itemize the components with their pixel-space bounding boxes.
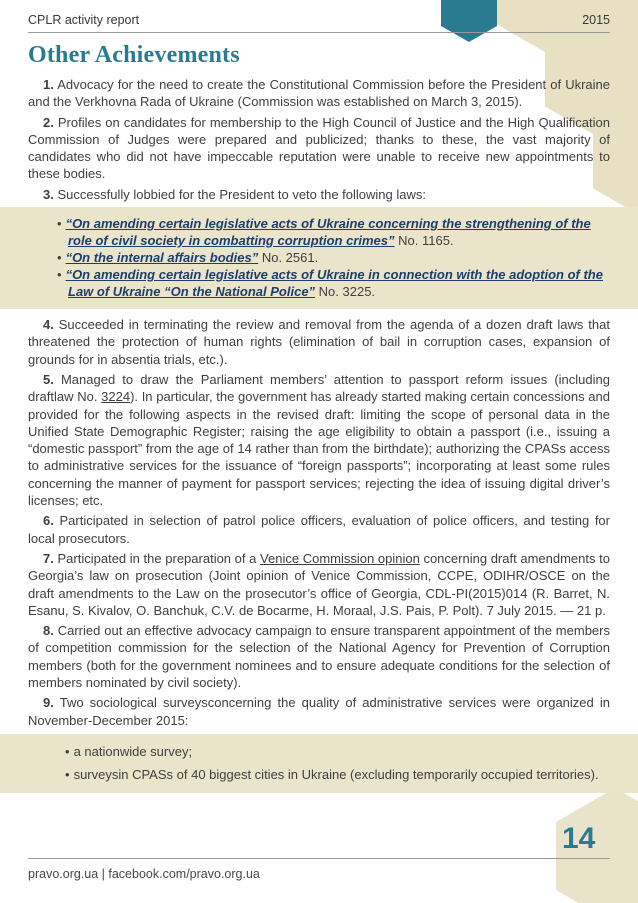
surveys-block xyxy=(0,734,638,793)
paragraph-number: 7. xyxy=(43,550,54,566)
paragraph-2 xyxy=(28,114,610,183)
law-number: No. 1165. xyxy=(398,233,454,249)
law-title-link[interactable]: “On the internal affairs bodies” xyxy=(65,250,259,266)
paragraph-number: 2. xyxy=(43,114,54,130)
paragraph-text: Succeeded in terminating the review and removal from the agenda of a dozen draft laws that threatened the protection of human rights (elimination of bail in corruption cases, expansion of grounds for in absentia trials, etc.). xyxy=(28,317,610,367)
paragraph-6 xyxy=(28,512,610,547)
paragraph-text: Successfully lobbied for the President to veto the following laws: xyxy=(57,186,427,202)
header-report-title: CPLR activity report xyxy=(28,13,140,27)
footer-links-text: pravo.org.ua | facebook.com/pravo.org.ua xyxy=(28,867,260,881)
bullet-icon: • xyxy=(57,250,62,266)
paragraph-number: 8. xyxy=(43,623,54,639)
survey-item-text: surveysin CPASs of 40 biggest cities in Ukraine (excluding temporarily occupied territories). xyxy=(73,766,599,782)
paragraph-number: 9. xyxy=(43,695,54,711)
paragraph-text: Two sociological surveysconcerning the quality of administrative services were organized in November-December 2015: xyxy=(28,695,610,728)
paragraph-number: 5. xyxy=(43,371,54,387)
law-item xyxy=(57,266,610,300)
paragraph-9 xyxy=(28,694,610,729)
paragraph-5 xyxy=(28,371,610,509)
paragraph-number: 1. xyxy=(43,77,54,92)
paragraph-number: 6. xyxy=(43,513,54,529)
survey-item xyxy=(65,743,610,760)
paragraph-text: concerning draft amendments to Georgia’s law on prosecution (Joint opinion of Venice Commission, CCPE, ODIHR/OSCE on the draft amendments to the Law on the prosecutor’s office of Georgia, CDL-PI(2015)014 (R. Barret, N. Esanu, S. Kivalov, O. Banchuk, C.V. de Bocarme, H. Moraal, J.S. Pais, P. Polt). 7 July 2015. — 21 p. xyxy=(28,550,610,618)
page-header xyxy=(28,0,610,33)
law-item xyxy=(57,249,610,266)
bullet-icon: • xyxy=(65,766,70,782)
bullet-icon: • xyxy=(65,743,70,759)
paragraph-text: Participated in selection of patrol police officers, evaluation of police officers, and testing for local prosecutors. xyxy=(28,513,610,546)
paragraph-number: 3. xyxy=(43,186,54,202)
law-number: No. 3225. xyxy=(318,284,376,300)
paragraph-text: Managed to draw the Parliament members’ attention to passport reform issues (including draftlaw No. xyxy=(28,371,610,405)
paragraph-8 xyxy=(28,622,610,691)
venice-commission-opinion-link[interactable]: Venice Commission opinion xyxy=(260,550,420,566)
page-title: Other Achievements xyxy=(28,42,240,68)
law-item xyxy=(57,215,610,249)
vetoed-laws-block xyxy=(0,207,638,309)
paragraph-text: Advocacy for the need to create the Constitutional Commission before the President of Ukraine and the Verkhovna Rada of Ukraine (Commission was established on March 3, 2015). xyxy=(28,77,610,110)
law-number: No. 2561. xyxy=(261,250,319,266)
paragraph-4 xyxy=(28,316,610,368)
survey-item-text: a nationwide survey; xyxy=(73,743,193,759)
paragraph-text: ). In particular, the government has already started making certain concessions and provided for the following aspects in the revised draft: limiting the scope of personal data in the Unified State Demographic Register; raising the age eligibility to obtain a passport (i.e., issuing a “domestic passport” from the age of 14 rather than from the birthdate); authorizing the CPASs access to administrative services for the issuance of “foreign passports”; incorporating at least some rules concerning the manner of payment for passport services; rejecting the idea of issuing digital driver’s licenses; etc. xyxy=(28,389,610,509)
paragraph-number: 4. xyxy=(43,317,54,333)
page-footer xyxy=(28,858,610,881)
paragraph-3 xyxy=(28,186,610,203)
paragraph-text: Profiles on candidates for membership to the High Council of Justice and the High Qualification Commission of Judges were prepared and publicized; thanks to these, the vast majority of candidates who did not have impeccable reputation were unable to receive new appointments to these bodies. xyxy=(28,114,610,182)
survey-item xyxy=(65,766,610,783)
page-number: 14 xyxy=(562,822,596,855)
paragraph-7 xyxy=(28,550,610,619)
law-title-link[interactable]: “On amending certain legislative acts of Ukraine concerning the strengthening of the role of civil society in combatting corruption crimes” xyxy=(65,216,591,249)
surveys-list xyxy=(65,743,610,783)
paragraph-text: Carried out an effective advocacy campaign to ensure transparent appointment of the members of competition commission for the selection of the National Agency for Prevention of Corruption members (both for the government nominees and to ensure adequate conditions for the selection of members nominated by civil society). xyxy=(28,623,610,691)
vetoed-laws-list xyxy=(57,215,610,300)
header-year: 2015 xyxy=(582,13,610,27)
paragraph-1 xyxy=(28,76,610,111)
bullet-icon: • xyxy=(57,267,62,283)
bullet-icon: • xyxy=(57,216,62,232)
paragraph-text: Participated in the preparation of a xyxy=(57,550,261,566)
law-title-link[interactable]: “On amending certain legislative acts of Ukraine in connection with the adoption of the Law of Ukraine “On the National Police” xyxy=(65,267,603,300)
draftlaw-3224-link[interactable]: 3224 xyxy=(101,389,131,405)
